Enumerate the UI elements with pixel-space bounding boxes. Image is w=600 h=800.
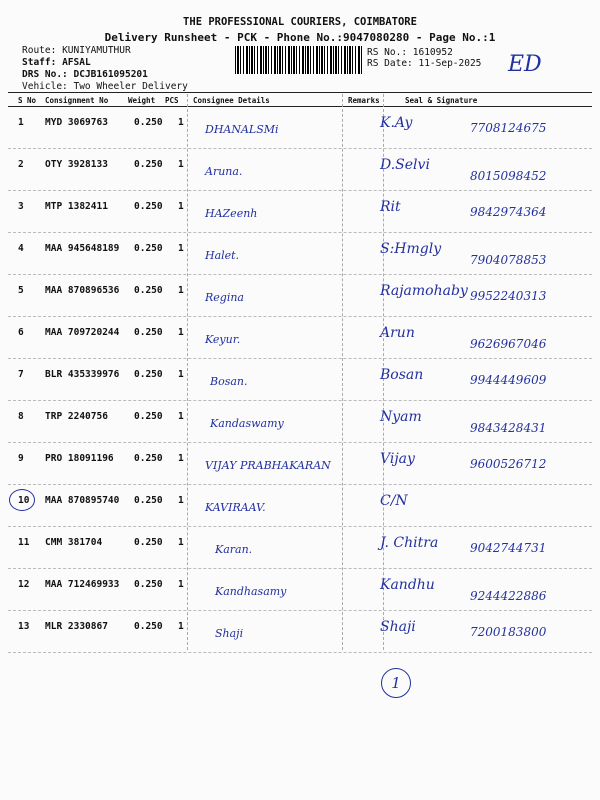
row-signature: S:Hmgly (380, 241, 442, 257)
col-header-consignee: Consignee Details (193, 96, 270, 105)
col-header-consignment: Consignment No (45, 96, 109, 105)
row-consignee-handwritten: Kandaswamy (210, 417, 284, 430)
row-pcs: 1 (178, 201, 184, 212)
table-row (0, 401, 600, 443)
col-header-seal: Seal & Signature (405, 96, 478, 105)
row-pcs: 1 (178, 621, 184, 632)
table-row (0, 233, 600, 275)
row-consignment-no: MAA 870896536 (45, 285, 120, 296)
document-subtitle: Delivery Runsheet - PCK - Phone No.:9047080280 - Page No.:1 (104, 31, 496, 44)
row-phone-handwritten: 8015098452 (470, 169, 547, 183)
row-consignee-handwritten: Aruna. (205, 165, 243, 178)
row-phone-handwritten: 9843428431 (470, 421, 547, 435)
route-value: KUNIYAMUTHUR (62, 45, 131, 56)
table-row (0, 443, 600, 485)
table-row (0, 275, 600, 317)
row-consignee-handwritten: DHANALSMi (205, 123, 279, 136)
row-sno: 5 (18, 285, 24, 296)
row-phone-handwritten: 7200183800 (470, 625, 547, 639)
table-row (0, 569, 600, 611)
row-pcs: 1 (178, 285, 184, 296)
row-sno: 2 (18, 159, 24, 170)
row-consignment-no: TRP 2240756 (45, 411, 108, 422)
col-header-pcs: PCS (165, 96, 179, 105)
row-signature: Rit (380, 199, 401, 215)
row-consignment-no: MAA 712469933 (45, 579, 120, 590)
row-consignee-handwritten: Karan. (215, 543, 253, 556)
row-consignee-handwritten: HAZeenh (205, 207, 258, 220)
row-pcs: 1 (178, 495, 184, 506)
barcode (235, 46, 363, 74)
row-pcs: 1 (178, 243, 184, 254)
row-weight: 0.250 (134, 201, 163, 212)
row-signature: D.Selvi (380, 157, 430, 173)
row-weight: 0.250 (134, 453, 163, 464)
row-sno: 8 (18, 411, 24, 422)
row-signature: Nyam (380, 409, 422, 425)
drs-info (22, 69, 148, 80)
row-weight: 0.250 (134, 579, 163, 590)
row-weight: 0.250 (134, 495, 163, 506)
row-weight: 0.250 (134, 243, 163, 254)
route-label: Route: (22, 45, 57, 56)
row-consignment-no: OTY 3928133 (45, 159, 108, 170)
row-pcs: 1 (178, 159, 184, 170)
staff-value: AFSAL (62, 57, 91, 68)
row-phone-handwritten: 7708124675 (470, 121, 547, 135)
row-sno: 12 (18, 579, 30, 590)
row-weight: 0.250 (134, 537, 163, 548)
col-header-weight: Weight (128, 96, 156, 105)
vehicle-info: Vehicle: Two Wheeler Delivery (22, 81, 188, 92)
row-divider (8, 652, 592, 653)
row-consignment-no: MAA 870895740 (45, 495, 120, 506)
row-weight: 0.250 (134, 369, 163, 380)
row-consignee-handwritten: Kandhasamy (215, 585, 287, 598)
row-phone-handwritten: 9842974364 (470, 205, 547, 219)
row-consignment-no: MAA 709720244 (45, 327, 120, 338)
document-title: THE PROFESSIONAL COURIERS, COIMBATORE (183, 16, 417, 28)
row-sno: 11 (18, 537, 30, 548)
row-consignee-handwritten: Regina (205, 291, 244, 304)
row-phone-handwritten: 7904078853 (470, 253, 547, 267)
col-header-sno: S No (18, 96, 37, 105)
table-row (0, 107, 600, 149)
row-phone-handwritten: 9626967046 (470, 337, 547, 351)
col-header-remarks: Remarks (348, 96, 380, 105)
row-weight: 0.250 (134, 621, 163, 632)
row-signature: C/N (380, 493, 408, 509)
row-consignee-handwritten: Shaji (215, 627, 244, 640)
row-pcs: 1 (178, 453, 184, 464)
row-number-circle (9, 489, 35, 511)
row-sno: 1 (18, 117, 24, 128)
row-weight: 0.250 (134, 117, 163, 128)
row-sno: 3 (18, 201, 24, 212)
row-consignee-handwritten: Bosan. (210, 375, 248, 388)
row-consignee-handwritten: KAVIRAAV. (205, 501, 266, 514)
row-phone-handwritten: 9042744731 (470, 541, 547, 555)
page-number-circle (381, 668, 411, 698)
rs-date: RS Date: 11-Sep-2025 (367, 58, 482, 69)
row-consignment-no: MTP 1382411 (45, 201, 108, 212)
row-signature: Kandhu (380, 577, 435, 593)
rs-number: RS No.: 1610952 (367, 47, 453, 58)
row-signature: J. Chitra (380, 535, 439, 551)
row-consignee-handwritten: VIJAY PRABHAKARAN (205, 459, 331, 472)
table-row (0, 485, 600, 527)
row-pcs: 1 (178, 579, 184, 590)
corner-handwritten-mark: ED (508, 52, 542, 77)
row-sno: 7 (18, 369, 24, 380)
row-consignment-no: CMM 381704 (45, 537, 103, 548)
row-weight: 0.250 (134, 285, 163, 296)
row-pcs: 1 (178, 537, 184, 548)
page-number-mark: 1 (391, 674, 401, 692)
row-consignment-no: MLR 2330867 (45, 621, 108, 632)
row-phone-handwritten: 9600526712 (470, 457, 547, 471)
row-sno: 10 (18, 495, 30, 506)
table-row (0, 317, 600, 359)
staff-info (22, 57, 91, 68)
table-top-border (8, 92, 592, 93)
table-row (0, 359, 600, 401)
row-consignment-no: MYD 3069763 (45, 117, 108, 128)
row-consignment-no: MAA 945648189 (45, 243, 120, 254)
staff-label: Staff: (22, 57, 57, 68)
row-signature: Shaji (380, 619, 416, 635)
drs-value: DCJB161095201 (73, 69, 148, 80)
table-row (0, 527, 600, 569)
row-phone-handwritten: 9952240313 (470, 289, 547, 303)
row-signature: K.Ay (380, 115, 413, 131)
row-pcs: 1 (178, 411, 184, 422)
row-weight: 0.250 (134, 327, 163, 338)
row-phone-handwritten: 9244422886 (470, 589, 547, 603)
row-signature: Bosan (380, 367, 424, 383)
row-pcs: 1 (178, 369, 184, 380)
row-signature: Rajamohaby (380, 283, 468, 299)
row-consignee-handwritten: Halet. (205, 249, 240, 262)
row-consignment-no: PRO 18091196 (45, 453, 114, 464)
row-phone-handwritten: 9944449609 (470, 373, 547, 387)
row-weight: 0.250 (134, 411, 163, 422)
route-info (22, 45, 131, 56)
row-pcs: 1 (178, 327, 184, 338)
row-sno: 4 (18, 243, 24, 254)
row-consignment-no: BLR 435339976 (45, 369, 120, 380)
row-pcs: 1 (178, 117, 184, 128)
row-signature: Arun (380, 325, 415, 341)
row-consignee-handwritten: Keyur. (205, 333, 241, 346)
row-sno: 6 (18, 327, 24, 338)
table-row (0, 191, 600, 233)
row-weight: 0.250 (134, 159, 163, 170)
row-sno: 9 (18, 453, 24, 464)
row-sno: 13 (18, 621, 30, 632)
table-row (0, 149, 600, 191)
drs-label: DRS No.: (22, 69, 68, 80)
row-signature: Vijay (380, 451, 415, 467)
table-row (0, 611, 600, 653)
